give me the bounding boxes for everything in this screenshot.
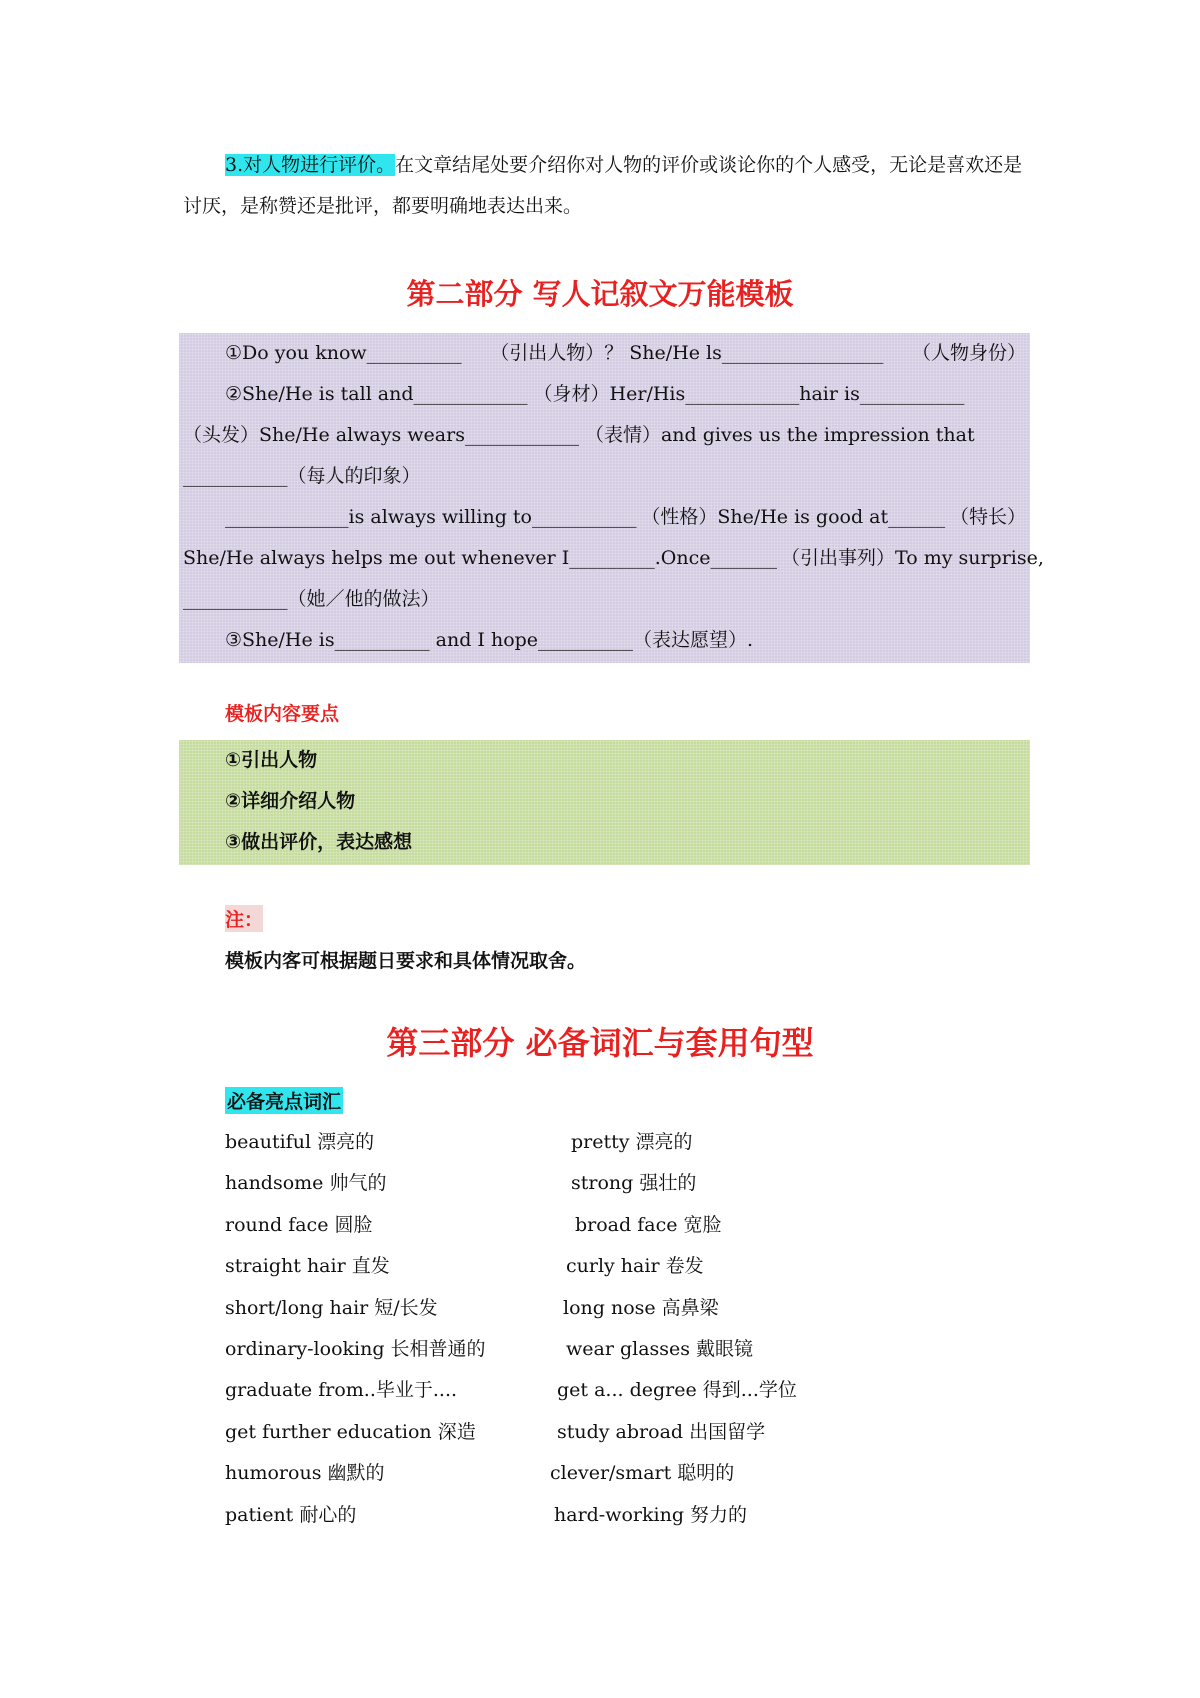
template-line-7: [183, 579, 1026, 620]
template-line-5-b: （性格）She/He is good at______: [641, 506, 946, 528]
part2-title: 第二部分 写人记叙文万能模板: [406, 277, 794, 311]
vocab-right: get a... degree 得到...学位: [557, 1379, 797, 1402]
vocab-right: hard-working 努力的: [554, 1503, 748, 1526]
vocab-left: round face 圆脸: [225, 1213, 373, 1236]
evaluation-paragraph: [183, 145, 1028, 227]
vocab-row: [225, 1163, 1025, 1204]
vocab-left: beautiful 漂亮的: [225, 1131, 375, 1153]
template-line-5-a: _____________is always willing to___________: [225, 506, 637, 528]
vocab-right: broad face 宽脸: [575, 1213, 722, 1236]
template-line-4-a: ___________（每人的印象）: [183, 465, 421, 487]
template-line-1-b: （引出人物）？ She/He ls_________________: [490, 342, 884, 364]
vocab-row: [225, 1453, 1025, 1494]
template-line-2-b: （身材）Her/His____________hair is___________: [533, 383, 965, 405]
template-line-3-b: （表情）and gives us the impression that: [584, 424, 975, 446]
point-1: ①引出人物: [225, 749, 318, 771]
template-line-8-a: ③She/He is__________ and I hope__________（表达愿望）.: [225, 629, 754, 651]
vocab-right: pretty 漂亮的: [571, 1131, 693, 1153]
vocab-row: [225, 1122, 1025, 1163]
vocab-left: patient 耐心的: [225, 1503, 357, 1526]
template-line-3: [183, 415, 1026, 456]
template-line-5: [183, 497, 1026, 538]
point-2: ②详细介绍人物: [225, 790, 356, 812]
template-line-1-c: （人物身份）: [911, 342, 1026, 364]
note-label: 注：: [225, 905, 263, 932]
vocab-left: short/long hair 短/长发: [225, 1296, 438, 1319]
vocab-right: long nose 高鼻梁: [563, 1296, 719, 1319]
vocab-left: straight hair 直发: [225, 1255, 390, 1278]
template-line-5-c: （特长）: [949, 506, 1026, 528]
vocab-left: ordinary-looking 长相普通的: [225, 1337, 486, 1360]
vocab-left: handsome 帅气的: [225, 1172, 387, 1195]
vocab-right: clever/smart 聪明的: [550, 1462, 735, 1485]
template-line-4: [183, 456, 1026, 497]
vocab-row: [225, 1329, 1025, 1370]
template-line-1-a: ①Do you know__________: [225, 342, 462, 364]
vocab-row: [225, 1288, 1025, 1329]
vocab-row: [225, 1370, 1025, 1411]
vocab-right: wear glasses 戴眼镜: [566, 1337, 754, 1360]
template-line-3-a: （头发）She/He always wears____________: [183, 424, 579, 446]
template-line-1: [183, 333, 1026, 374]
vocab-left: get further education 深造: [225, 1420, 476, 1443]
vocab-row: [225, 1412, 1025, 1453]
point-3: ③做出评价，表达感想: [225, 831, 413, 853]
vocab-left: humorous 幽默的: [225, 1462, 385, 1485]
points-box: [179, 740, 1030, 865]
vocab-right: strong 强壮的: [571, 1172, 697, 1195]
note-text: 模板内客可根据题日要求和具体情况取舍。: [225, 950, 587, 972]
template-line-6-b: （引出事列）To my surprise,: [781, 547, 1044, 569]
vocab-row: [225, 1205, 1025, 1246]
template-line-8: [183, 620, 1026, 661]
template-line-6: [183, 538, 1044, 579]
vocab-left: graduate from..毕业于....: [225, 1379, 458, 1402]
template-line-2-a: ②She/He is tall and____________: [225, 383, 528, 405]
vocab-title: 必备亮点词汇: [225, 1087, 343, 1114]
vocab-list: [225, 1122, 1025, 1536]
points-label: 模板内容要点: [225, 703, 340, 725]
template-line-6-a: She/He always helps me out whenever I_________.Once_______: [183, 547, 778, 569]
vocab-row: [225, 1246, 1025, 1287]
part3-title: 第三部分 必备词汇与套用句型: [386, 1024, 814, 1062]
evaluation-heading: 3.对人物进行评价。: [225, 154, 396, 176]
evaluation-text: 在文章结尾处要介绍你对人物的评价或谈论你的个人感受，无论是喜欢还是讨厌，是称赞还是批评，都要明确地表达出来。: [183, 154, 1023, 217]
vocab-row: [225, 1495, 1025, 1536]
template-line-7-a: ___________（她／他的做法）: [183, 588, 440, 610]
vocab-right: study abroad 出国留学: [557, 1420, 766, 1443]
template-box: [179, 333, 1044, 663]
template-line-2: [183, 374, 1026, 415]
vocab-right: curly hair 卷发: [566, 1255, 704, 1278]
